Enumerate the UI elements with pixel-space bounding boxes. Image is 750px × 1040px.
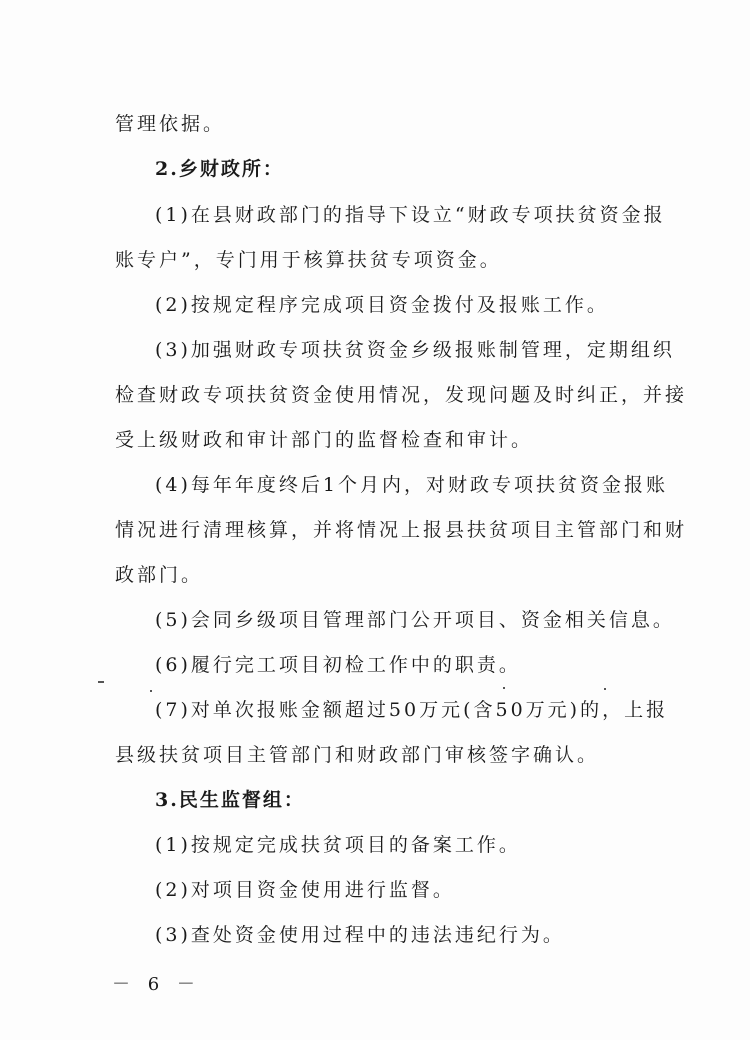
paragraph-line: (3)加强财政专项扶贫资金乡级报账制管理，定期组织 — [155, 339, 675, 361]
paragraph-line: (5)会同乡级项目管理部门公开项目、资金相关信息。 — [155, 609, 675, 631]
scan-speck — [98, 681, 104, 683]
paragraph-line: 受上级财政和审计部门的监督检查和审计。 — [115, 429, 534, 451]
paragraph-line: (2)对项目资金使用进行监督。 — [155, 879, 455, 901]
paragraph-line: 账专户”，专门用于核算扶贫专项资金。 — [115, 249, 502, 271]
paragraph-line: (6)履行完工项目初检工作中的职责。 — [155, 654, 521, 676]
paragraph-line: (1)按规定完成扶贫项目的备案工作。 — [155, 834, 521, 856]
scan-speck — [604, 688, 606, 690]
paragraph-line: 县级扶贫项目主管部门和财政部门审核签字确认。 — [115, 744, 600, 766]
paragraph-line: 情况进行清理核算，并将情况上报县扶贫项目主管部门和财 — [115, 519, 688, 541]
scan-speck — [503, 687, 505, 689]
paragraph-line: (4)每年年度终后1个月内，对财政专项扶贫资金报账 — [155, 474, 669, 496]
paragraph-line: 检查财政专项扶贫资金使用情况，发现问题及时纠正，并接 — [115, 384, 688, 406]
paragraph-line: (3)查处资金使用过程中的违法违纪行为。 — [155, 924, 565, 946]
paragraph-line: 管理依据。 — [115, 113, 226, 135]
paragraph-line: (1)在县财政部门的指导下设立“财政专项扶贫资金报 — [155, 204, 666, 226]
paragraph-line: (7)对单次报账金额超过50万元(含50万元)的，上报 — [155, 699, 669, 721]
section-heading-livelihood-supervision: 3.民生监督组： — [155, 789, 305, 811]
paragraph-line: 政部门。 — [115, 564, 204, 586]
scan-speck — [150, 690, 152, 692]
page-number: － 6 － — [112, 974, 201, 995]
paragraph-line: (2)按规定程序完成项目资金拨付及报账工作。 — [155, 294, 609, 316]
section-heading-township-finance: 2.乡财政所： — [155, 158, 284, 180]
